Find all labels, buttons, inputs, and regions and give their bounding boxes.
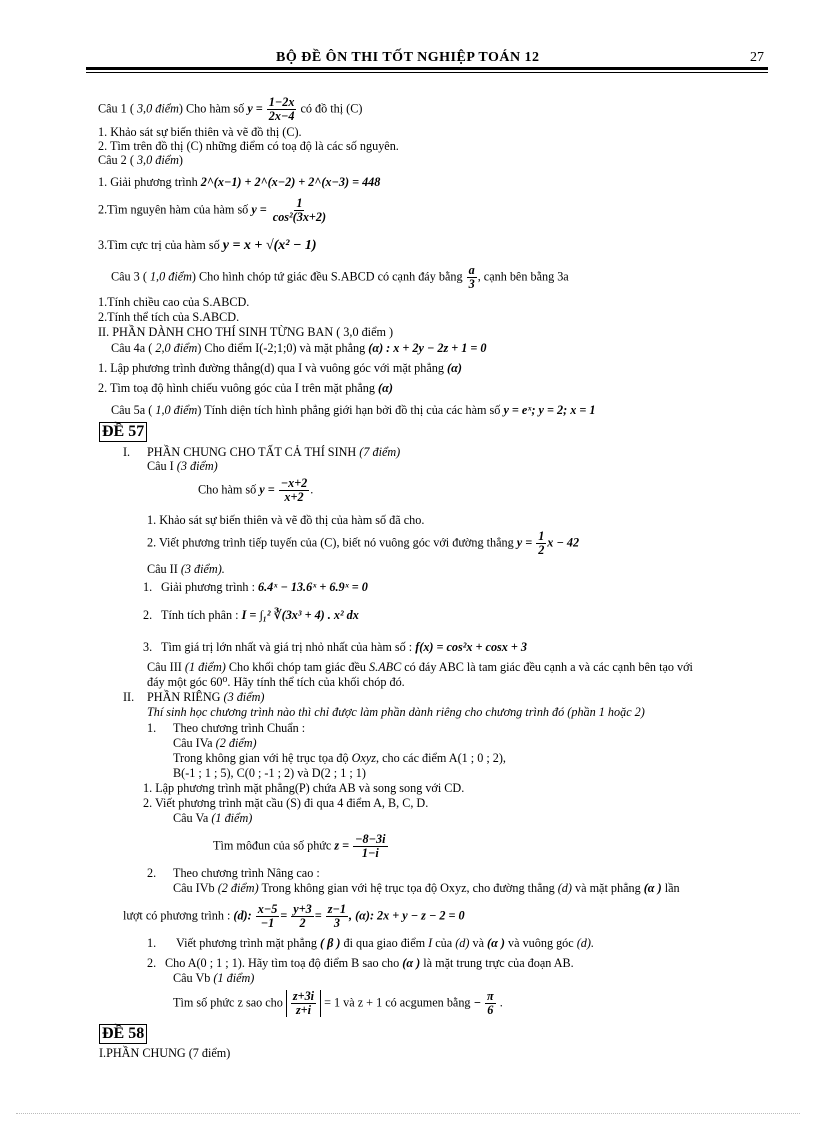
question-2: Câu 2 ( 3,0 điểm) bbox=[98, 153, 183, 167]
question-II: Câu II (3 điểm). bbox=[147, 562, 225, 576]
qIVa-line-2: B(-1 ; 1 ; 5), C(0 ; -1 ; 2) và D(2 ; 1 ; 1) bbox=[173, 766, 366, 780]
part-ii-note: Thí sinh học chương trình nào thì chỉ được làm phần dành riêng cho chương trình đó (phần 1 hoặc 2) bbox=[147, 705, 645, 719]
exam-58-label: ĐỀ 58 bbox=[99, 1024, 147, 1044]
qIVb-equations: lượt có phương trình : (d): $\frac{x-5}{-1}$ = $\frac{y+3}{2}$ = $\frac{z-1}{3}$ , (α): 2x + y − z − 2 = 0 bbox=[123, 902, 465, 930]
qII-item-1-num: 1. bbox=[143, 580, 153, 594]
question-1: Câu 1 ( 3,0 điểm) Cho hàm số y = $\frac{1-2x}{2x-4}$ có đồ thị (C) bbox=[98, 95, 363, 123]
q4-item-1: 1. Lập phương trình đường thẳng(d) qua I và vuông góc với mặt phẳng (α) bbox=[98, 361, 462, 375]
question-3: Câu 3 ( 1,0 điểm) Cho hình chóp tứ giác đều S.ABCD có cạnh đáy bằng $\frac{a}{3}$ , cạnh bên bằng 3a bbox=[111, 263, 569, 291]
question-III-line-2: đáy một góc 60⁰. Hãy tính thể tích của khối chóp đó. bbox=[147, 675, 405, 689]
qII-item-2-num: 2. bbox=[143, 608, 153, 622]
header-rule bbox=[86, 67, 768, 70]
qVb-line: Tìm số phức z sao cho $\frac{z+3i}{z+i}$ = 1 và z + 1 có acgumen bằng − $\frac{\pi}{6}$ . bbox=[173, 989, 503, 1017]
track-2-num: 2. bbox=[147, 866, 157, 880]
page-number: 27 bbox=[750, 50, 764, 65]
qIVa-item-2: 2. Viết phương trình mặt cầu (S) đi qua 4 điểm A, B, C, D. bbox=[143, 796, 429, 810]
qIVa-line-1: Trong không gian với hệ trục tọa độ Oxyz, cho các điểm A(1 ; 0 ; 2), bbox=[173, 751, 506, 765]
qI-item-1: 1. Khảo sát sự biến thiên và vẽ đồ thị của hàm số đã cho. bbox=[147, 513, 425, 527]
fraction: $\frac{1-2x}{2x-4}$ bbox=[268, 95, 295, 123]
qIVa-item-1: 1. Lập phương trình mặt phẳng(P) chứa AB và song song với CD. bbox=[143, 781, 465, 795]
section-ii: II. PHẦN DÀNH CHO THÍ SINH TỪNG BAN ( 3,0 điểm ) bbox=[98, 325, 394, 339]
part-i-number: I. bbox=[123, 445, 131, 459]
question-I: Câu I (3 điểm) bbox=[147, 459, 218, 473]
page-header-title: BỘ ĐỀ ÔN THI TỐT NGHIỆP TOÁN 12 bbox=[276, 50, 540, 65]
q2-item-2: 2.Tìm nguyên hàm của hàm số y = $\frac{1}{\text{cos²(3x+2)}}$ bbox=[98, 196, 327, 224]
exam-57-label: ĐỀ 57 bbox=[99, 422, 147, 442]
question-4a: Câu 4a ( 2,0 điểm) Cho điểm I(-2;1;0) và mặt phẳng (α) : x + 2y − 2z + 1 = 0 bbox=[111, 341, 487, 355]
qII-item-1: Giải phương trình : 6.4ˣ − 13.6ˣ + 6.9ˣ = 0 bbox=[161, 580, 368, 594]
qI-item-2: 2. Viết phương trình tiếp tuyến của (C), biết nó vuông góc với đường thẳng y = $\frac{1}{2}$ x − 42 bbox=[147, 529, 580, 557]
q3-item-2: 2.Tính thể tích của S.ABCD. bbox=[98, 310, 240, 324]
q1-item-1: 1. Khảo sát sự biến thiên và vẽ đồ thị (C). bbox=[98, 125, 302, 139]
header-rule-thin bbox=[86, 72, 768, 73]
track-1-num: 1. bbox=[147, 721, 157, 735]
question-Vb: Câu Vb (1 điểm) bbox=[173, 971, 255, 985]
exam-58-part-i: I.PHẦN CHUNG (7 điểm) bbox=[99, 1046, 231, 1060]
track-1-title: Theo chương trình Chuẩn : bbox=[173, 721, 306, 735]
qVa-line: Tìm môđun của số phức z = $\frac{-8-3i}{1-i}$ bbox=[213, 832, 386, 860]
track-2-title: Theo chương trình Nâng cao : bbox=[173, 866, 320, 880]
q4-item-2: 2. Tìm toạ độ hình chiếu vuông góc của I trên mặt phẳng (α) bbox=[98, 381, 393, 395]
q3-item-1: 1.Tính chiều cao của S.ABCD. bbox=[98, 295, 250, 309]
q2-item-3: 3.Tìm cực trị của hàm số y = x + √(x² − 1) bbox=[98, 238, 317, 253]
page-bottom-edge bbox=[16, 1113, 800, 1114]
q2-item-1: 1. Giải phương trình 2^(x−1) + 2^(x−2) + 2^(x−3) = 448 bbox=[98, 175, 381, 189]
qIVb-item-1: Viết phương trình mặt phẳng ( β ) đi qua giao điểm I của (d) và (α ) và vuông góc (d). bbox=[176, 936, 594, 950]
part-ii-title: PHẦN RIÊNG (3 điểm) bbox=[147, 690, 265, 704]
qII-item-2: Tính tích phân : I = ∫₁² ∛(3x³ + 4) . x² dx bbox=[161, 608, 359, 622]
question-5a: Câu 5a ( 1,0 điểm) Tính diện tích hình phẳng giới hạn bởi đồ thị của các hàm số y = eˣ; y = 2; x = 1 bbox=[111, 403, 596, 417]
q1-item-2: 2. Tìm trên đồ thị (C) những điểm có toạ độ là các số nguyên. bbox=[98, 139, 399, 153]
question-Va: Câu Va (1 điểm) bbox=[173, 811, 253, 825]
qIVb-item-2-num: 2. bbox=[147, 956, 157, 970]
qII-item-3-num: 3. bbox=[143, 640, 153, 654]
qIVb-item-2: Cho A(0 ; 1 ; 1). Hãy tìm toạ độ điểm B sao cho (α ) là mặt trung trực của đoạn AB. bbox=[165, 956, 574, 970]
question-IVb: Câu IVb (2 điểm) Trong không gian với hệ trục tọa độ Oxyz, cho đường thẳng (d) và mặt phẳng (α ) lần bbox=[173, 881, 680, 895]
question-IVa: Câu IVa (2 điểm) bbox=[173, 736, 257, 750]
qII-item-3: Tìm giá trị lớn nhất và giá trị nhỏ nhất của hàm số : f(x) = cos²x + cosx + 3 bbox=[161, 640, 528, 654]
question-III: Câu III (1 điểm) Cho khối chóp tam giác đều S.ABC có đáy ABC là tam giác đều cạnh a và các cạnh bên tạo với bbox=[147, 660, 693, 674]
function-definition: Cho hàm số y = $\frac{-x+2}{x+2}$ . bbox=[198, 476, 314, 504]
qIVb-item-1-num: 1. bbox=[147, 936, 157, 950]
part-ii-number: II. bbox=[123, 690, 135, 704]
part-i-title: PHẦN CHUNG CHO TẤT CẢ THÍ SINH (7 điểm) bbox=[147, 445, 401, 459]
